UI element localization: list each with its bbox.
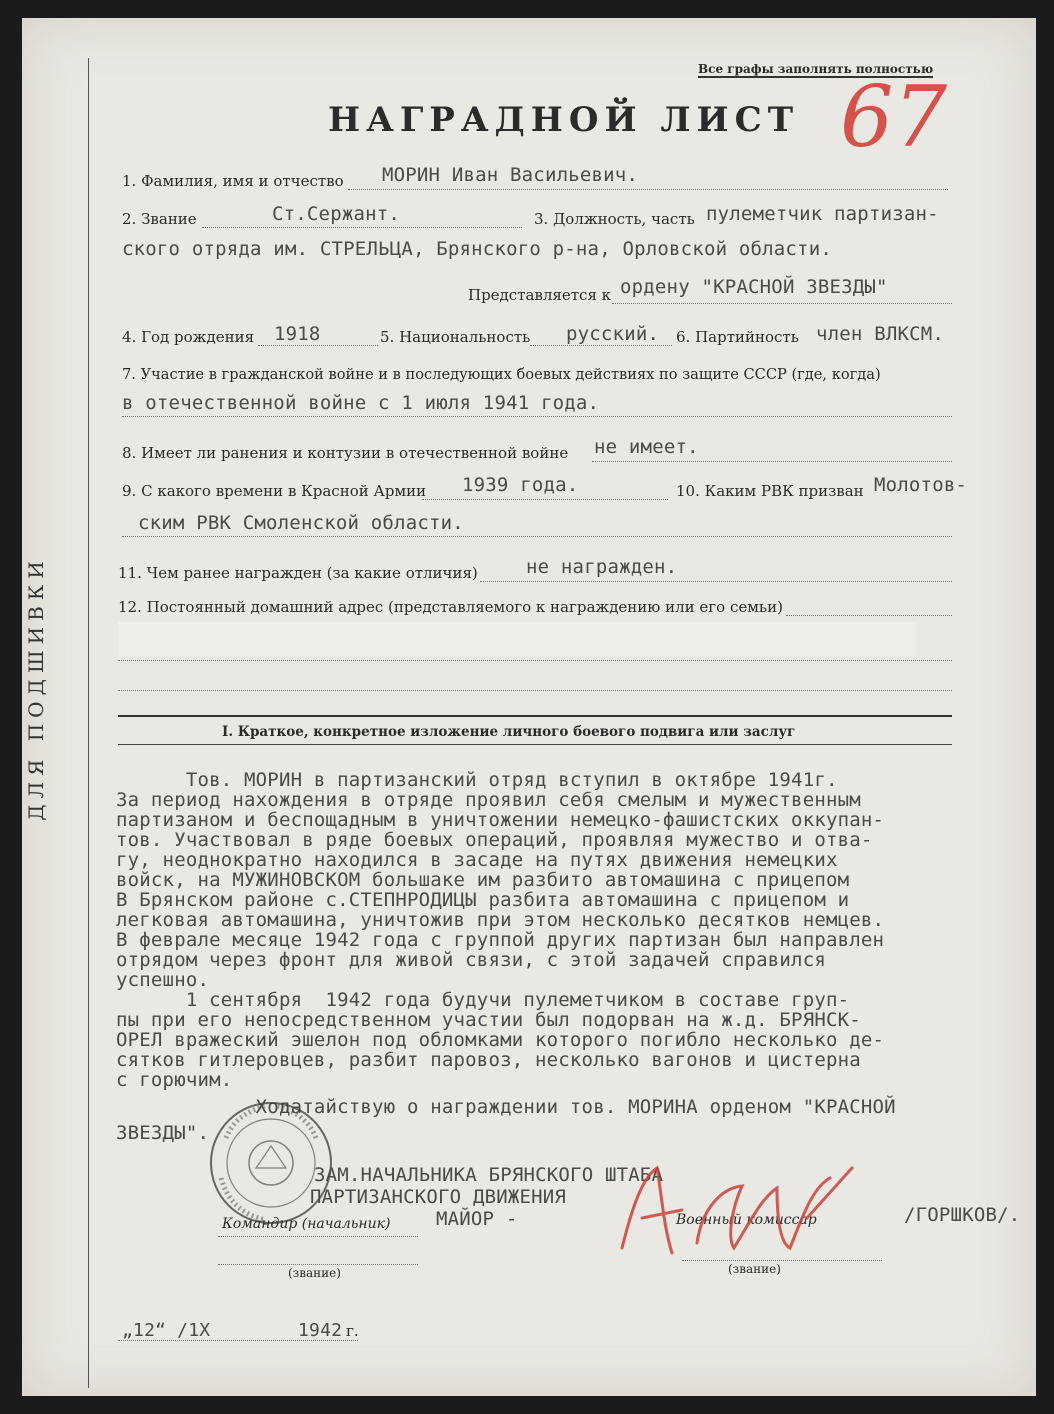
signer-name: /ГОРШКОВ/. bbox=[904, 1204, 1021, 1226]
signatory-title-line2: ПАРТИЗАНСКОГО ДВИЖЕНИЯ bbox=[310, 1186, 567, 1208]
round-stamp-icon bbox=[206, 1098, 336, 1228]
field-11-label: 11. Чем ранее награжден (за какие отличия) bbox=[118, 564, 478, 582]
field-1-value: МОРИН Иван Васильевич. bbox=[382, 164, 639, 186]
field-2-line bbox=[202, 227, 522, 228]
handwritten-number: 67 bbox=[840, 68, 947, 166]
field-5-label: 5. Национальность bbox=[380, 328, 531, 346]
binding-side-label bbox=[24, 555, 48, 820]
award-sheet bbox=[22, 18, 1036, 1396]
field-10-label: 10. Каким РВК призван bbox=[676, 482, 864, 500]
field-8-value: не имеет. bbox=[594, 436, 699, 458]
side-label-text: ДЛЯ ПОДШИВКИ bbox=[24, 555, 48, 821]
field-5-line bbox=[530, 345, 672, 346]
field-7-value: в отечественной войне с 1 июля 1941 года. bbox=[122, 392, 600, 414]
narrative-line: 1 сентября 1942 года будучи пулеметчиком в составе груп- bbox=[116, 989, 850, 1011]
field-6-value: член ВЛКСМ. bbox=[816, 323, 945, 345]
field-9-line bbox=[422, 499, 668, 500]
award-value: ордену "КРАСНОЙ ЗВЕЗДЫ" bbox=[620, 276, 888, 298]
narrative-line: отрядом через фронт для живой связи, с этой задачей справился bbox=[116, 949, 826, 971]
field-5-value: русский. bbox=[566, 323, 660, 345]
fill-instruction: Все графы заполнять полностью bbox=[698, 62, 934, 76]
section-rule-bottom bbox=[118, 744, 952, 745]
redacted-address-block bbox=[118, 622, 916, 656]
field-8-label: 8. Имеет ли ранения и контузии в отечественной войне bbox=[122, 444, 569, 462]
date-suffix: г. bbox=[346, 1322, 359, 1340]
field-10-value-line1: Молотов- bbox=[874, 474, 968, 496]
rank-line-right bbox=[682, 1260, 882, 1261]
signature-scribble-icon bbox=[602, 1148, 862, 1268]
field-9-label: 9. С какого времени в Красной Армии bbox=[122, 482, 427, 500]
narrative-line: успешно. bbox=[116, 969, 210, 991]
field-2-label: 2. Звание bbox=[122, 210, 197, 228]
award-label: Представляется к bbox=[468, 286, 612, 304]
narrative-line: сятков гитлеровцев, разбит паровоз, несколько вагонов и цистерна bbox=[116, 1049, 861, 1071]
field-7-label: 7. Участие в гражданской войне и в последующих боевых действиях по защите СССР (где, когда) bbox=[122, 366, 881, 383]
signatory-title-line1: ЗАМ.НАЧАЛЬНИКА БРЯНСКОГО ШТАБА bbox=[314, 1164, 664, 1186]
binding-margin-line bbox=[88, 58, 89, 1388]
section-rule-top bbox=[118, 715, 952, 717]
narrative-text bbox=[116, 770, 896, 1144]
narrative-line: ЗВЕЗДЫ". bbox=[116, 1122, 210, 1144]
commander-label: Командир (начальник) bbox=[222, 1216, 391, 1232]
commander-line bbox=[218, 1236, 418, 1237]
narrative-line: войск, на МУЖИНОВСКОМ большаке им разбито автомашина с прицепом bbox=[116, 869, 850, 891]
narrative-line: ОРЕЛ вражеский эшелон под обломками которого погибло несколько де- bbox=[116, 1029, 885, 1051]
field-3-value-line1: пулеметчик партизан- bbox=[706, 203, 939, 225]
narrative-line: легковая автомашина, уничтожив при этом несколько десятков немцев. bbox=[116, 909, 885, 931]
field-1-line bbox=[348, 189, 948, 190]
rank-label-left: (звание) bbox=[288, 1266, 341, 1280]
award-line bbox=[612, 303, 952, 304]
field-11-value: не награжден. bbox=[526, 556, 678, 578]
field-3-value-line2: ского отряда им. СТРЕЛЬЦА, Брянского р-на, Орловской области. bbox=[122, 238, 832, 260]
field-3-label: 3. Должность, часть bbox=[534, 210, 695, 228]
narrative-line: партизаном и беспощадным в уничтожении немецко-фашистских оккупан- bbox=[116, 809, 885, 831]
field-6-label: 6. Партийность bbox=[676, 328, 799, 346]
narrative-line: с горючим. bbox=[116, 1069, 233, 1091]
field-8-line bbox=[592, 461, 952, 462]
field-12-line2 bbox=[118, 660, 952, 661]
commissar-label: Военный комиссар bbox=[676, 1212, 817, 1228]
narrative-line: Ходатайствую о награждении тов. МОРИНА орденом "КРАСНОЙ bbox=[116, 1096, 896, 1118]
narrative-line: В феврале месяце 1942 года с группой других партизан был направлен bbox=[116, 929, 885, 951]
rank-line-left bbox=[218, 1264, 418, 1265]
rank-label-right: (звание) bbox=[728, 1262, 781, 1276]
document-title: НАГРАДНОЙ ЛИСТ bbox=[328, 100, 800, 140]
date-day-month: „12“ /1Х bbox=[122, 1320, 211, 1341]
field-9-value: 1939 года. bbox=[462, 474, 579, 496]
field-12-line3 bbox=[118, 690, 952, 691]
field-4-line bbox=[258, 345, 378, 346]
field-7-line bbox=[122, 416, 952, 417]
field-10-value-line2: ским РВК Смоленской области. bbox=[138, 512, 464, 534]
field-12-line1 bbox=[786, 615, 952, 616]
field-12-label: 12. Постоянный домашний адрес (представляемого к награждению или его семьи) bbox=[118, 598, 783, 616]
narrative-line: Тов. МОРИН в партизанский отряд вступил в октябре 1941г. bbox=[116, 769, 838, 791]
narrative-line: За период нахождения в отряде проявил себя смелым и мужественным bbox=[116, 789, 861, 811]
field-1-label: 1. Фамилия, имя и отчество bbox=[122, 172, 344, 190]
signatory-rank: МАЙОР - bbox=[436, 1208, 518, 1230]
date-year: 1942 bbox=[298, 1320, 343, 1341]
field-4-value: 1918 bbox=[274, 323, 321, 345]
narrative-line: пы при его непосредственном участии был подорван на ж.д. БРЯНСК- bbox=[116, 1009, 861, 1031]
field-2-value: Ст.Сержант. bbox=[272, 203, 401, 225]
narrative-line: В Брянском районе с.СТЕПНРОДИЦЫ разбита автомашина с прицепом и bbox=[116, 889, 850, 911]
field-11-line bbox=[480, 581, 952, 582]
narrative-line: тов. Участвовал в ряде боевых операций, проявляя мужество и отва- bbox=[116, 829, 873, 851]
field-10-line2 bbox=[122, 536, 952, 537]
section-heading: I. Краткое, конкретное изложение личного боевого подвига или заслуг bbox=[222, 724, 796, 740]
narrative-line: гу, неоднократно находился в засаде на путях движения немецких bbox=[116, 849, 838, 871]
field-4-label: 4. Год рождения bbox=[122, 328, 255, 346]
